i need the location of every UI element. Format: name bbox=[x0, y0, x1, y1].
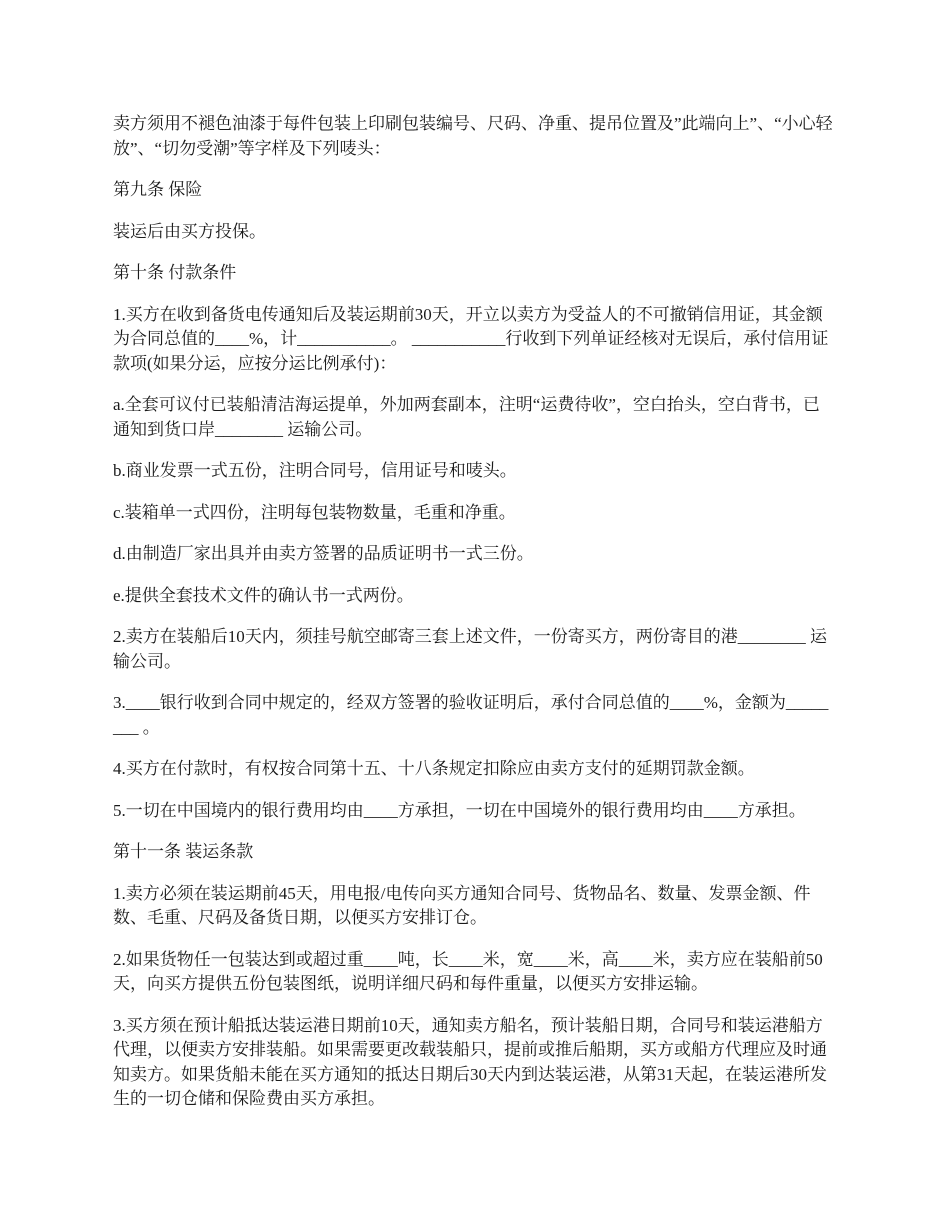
heading-article-10-payment: 第十条 付款条件 bbox=[113, 263, 237, 282]
paragraph-insurance: 装运后由买方投保。 bbox=[113, 221, 266, 241]
paragraph-shipment-2: 2.如果货物任一包装达到或超过重____吨，长____米，宽____米，高____米，卖方应在装船前50天，向买方提供五份包装图纸，说明详细尺码和每件重量，以便买方安排运输。 bbox=[113, 949, 823, 993]
paragraph-shipment-3: 3.买方须在预计船抵达装运港日期前10天，通知卖方船名，预计装船日期，合同号和装运港船方代理，以便卖方安排装船。如果需要更改载装船只，提前或推后船期，买方或船方代理应及时通知卖方。如果货船未能在买方通知的抵达日期后30天内到达装运港，从第31天起，在装运港所发生的一切仓储和保险费由买方承担。 bbox=[113, 1015, 827, 1108]
paragraph-payment-5: 5.一切在中国境内的银行费用均由____方承担，一切在中国境外的银行费用均由____方承担。 bbox=[113, 800, 806, 820]
paragraph-payment-1d: d.由制造厂家出具并由卖方签署的品质证明书一式三份。 bbox=[113, 544, 534, 563]
paragraph-marking-requirements: 卖方须用不褪色油漆于每件包装上印刷包装编号、尺码、净重、提吊位置及”此端向上”、“小心轻放”、“切勿受潮”等字样及下列唛头： bbox=[113, 114, 833, 158]
paragraph-payment-1b: b.商业发票一式五份，注明合同号，信用证号和唛头。 bbox=[113, 461, 517, 480]
paragraph-shipment-1: 1.卖方必须在装运期前45天，用电报/电传向买方通知合同号、货物品名、数量、发票金额、件数、毛重、尺码及备货日期，以便买方安排订仓。 bbox=[113, 883, 811, 927]
paragraph-payment-4: 4.买方在付款时，有权按合同第十五、十八条规定扣除应由卖方支付的延期罚款金额。 bbox=[113, 759, 755, 778]
paragraph-payment-1c: c.装箱单一式四份，注明每包装物数量，毛重和净重。 bbox=[113, 502, 516, 522]
paragraph-payment-2: 2.卖方在装船后10天内，须挂号航空邮寄三套上述文件，一份寄买方，两份寄目的港________ 运输公司。 bbox=[113, 627, 827, 671]
paragraph-payment-3: 3.____银行收到合同中规定的，经双方签署的验收证明后，承付合同总值的____%，金额为________ 。 bbox=[113, 693, 829, 737]
paragraph-payment-1a: a.全套可议付已装船清洁海运提单，外加两套副本，注明“运费待收”，空白抬头，空白背书，已通知到货口岸________ 运输公司。 bbox=[113, 395, 820, 439]
paragraph-payment-1e: e.提供全套技术文件的确认书一式两份。 bbox=[113, 585, 414, 605]
heading-article-9-insurance: 第九条 保险 bbox=[113, 180, 203, 199]
heading-article-11-shipment: 第十一条 装运条款 bbox=[113, 842, 254, 861]
document-body bbox=[113, 112, 835, 1129]
paragraph-payment-1: 1.买方在收到备货电传通知后及装运期前30天，开立以卖方为受益人的不可撤销信用证，其金额为合同总值的____%，计___________。 ___________行收到下列单证经核对无误后，承付信用证款项(如果分运，应按分运比例承付)： bbox=[113, 304, 829, 373]
